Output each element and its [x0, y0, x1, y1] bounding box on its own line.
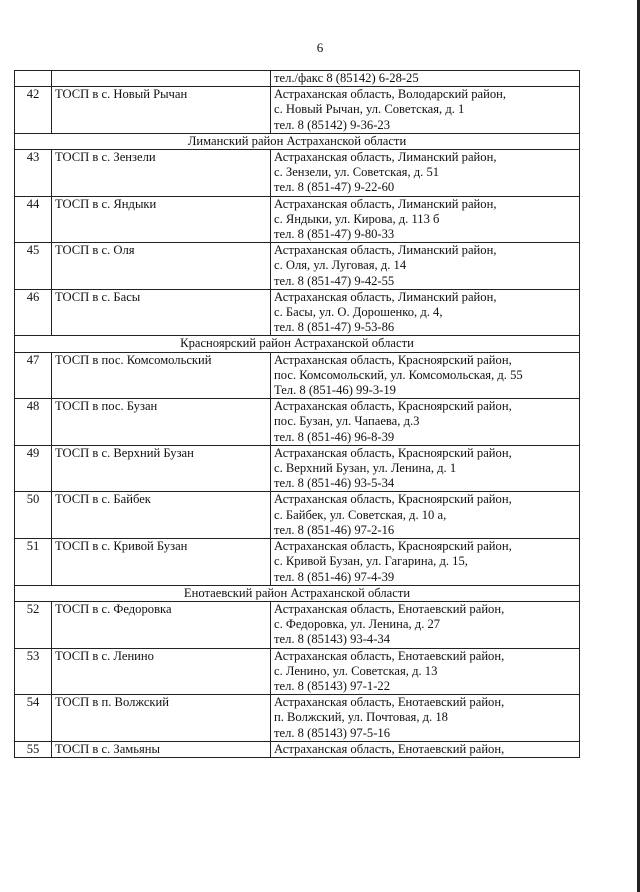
row-number-cell: 50 [15, 492, 52, 539]
phone-line: тел. 8 (851-46) 97-4-39 [274, 569, 395, 584]
address-line: с. Байбек, ул. Советская, д. 10 а, [274, 507, 447, 522]
address-line: п. Волжский, ул. Почтовая, д. 18 [274, 710, 448, 725]
table-row [15, 741, 580, 757]
district-header-row [15, 585, 580, 601]
address-line: Астраханская область, Красноярский район, [274, 352, 512, 367]
address-line: Астраханская область, Лиманский район, [274, 243, 497, 258]
office-name-cell: ТОСП в с. Зензели [52, 150, 271, 197]
table-row [15, 289, 580, 336]
phone-line: тел. 8 (851-47) 9-80-33 [274, 227, 395, 242]
table-row-continuation [15, 71, 580, 87]
office-name-cell: ТОСП в с. Верхний Бузан [52, 445, 271, 492]
table-row [15, 352, 580, 399]
address-cell [271, 492, 580, 539]
address-line: с. Яндыки, ул. Кирова, д. 113 б [274, 211, 440, 226]
phone-line: тел. 8 (851-46) 93-5-34 [274, 476, 395, 491]
phone-line: тел. 8 (851-46) 96-8-39 [274, 429, 395, 444]
address-cell [271, 352, 580, 399]
table-row [15, 445, 580, 492]
table-row [15, 243, 580, 290]
office-registry-table [14, 70, 580, 758]
address-line: с. Оля, ул. Луговая, д. 14 [274, 258, 407, 273]
address-line: пос. Бузан, ул. Чапаева, д.3 [274, 414, 420, 429]
address-cell [271, 150, 580, 197]
table-row [15, 695, 580, 742]
office-name-cell: ТОСП в с. Кривой Бузан [52, 539, 271, 586]
district-heading: Красноярский район Астраханской области [15, 336, 580, 352]
row-number-cell: 44 [15, 196, 52, 243]
row-number-cell: 42 [15, 87, 52, 134]
table-row [15, 196, 580, 243]
table-row [15, 399, 580, 446]
district-heading: Лиманский район Астраханской области [15, 133, 580, 149]
address-cell [271, 399, 580, 446]
address-cell [271, 695, 580, 742]
office-name-cell: ТОСП в пос. Комсомольский [52, 352, 271, 399]
address-cell [271, 289, 580, 336]
table-row [15, 87, 580, 134]
row-number-cell: 46 [15, 289, 52, 336]
row-number-cell: 48 [15, 399, 52, 446]
page-number: 6 [316, 40, 324, 55]
row-number-cell [15, 71, 52, 87]
address-cell [271, 601, 580, 648]
address-cell [271, 243, 580, 290]
address-cell [271, 71, 580, 87]
address-line: пос. Комсомольский, ул. Комсомольская, д. 55 [274, 367, 523, 382]
office-name-cell: ТОСП в с. Федоровка [52, 601, 271, 648]
address-line: с. Зензели, ул. Советская, д. 51 [274, 165, 440, 180]
phone-line: тел. 8 (85142) 9-36-23 [274, 117, 391, 132]
office-name-cell [52, 71, 271, 87]
address-line: Астраханская область, Красноярский район, [274, 539, 512, 554]
row-number-cell: 43 [15, 150, 52, 197]
address-cell [271, 648, 580, 695]
phone-line: тел. 8 (851-47) 9-22-60 [274, 180, 395, 195]
table-row [15, 601, 580, 648]
address-line: Астраханская область, Красноярский район, [274, 492, 512, 507]
row-number-cell: 54 [15, 695, 52, 742]
address-line: с. Верхний Бузан, ул. Ленина, д. 1 [274, 461, 457, 476]
office-name-cell: ТОСП в с. Замьяны [52, 741, 271, 757]
address-line: Астраханская область, Лиманский район, [274, 150, 497, 165]
address-cell [271, 539, 580, 586]
office-name-cell: ТОСП в с. Байбек [52, 492, 271, 539]
address-line: с. Новый Рычан, ул. Советская, д. 1 [274, 102, 465, 117]
address-cell [271, 196, 580, 243]
row-number-cell: 47 [15, 352, 52, 399]
office-name-cell: ТОСП в с. Ленино [52, 648, 271, 695]
table-body [15, 71, 580, 758]
address-cell [271, 87, 580, 134]
row-number-cell: 53 [15, 648, 52, 695]
office-name-cell: ТОСП в пос. Бузан [52, 399, 271, 446]
phone-line: тел. 8 (85143) 93-4-34 [274, 632, 391, 647]
row-number-cell: 55 [15, 741, 52, 757]
address-cell [271, 741, 580, 757]
district-header-row [15, 133, 580, 149]
address-line: с. Федоровка, ул. Ленина, д. 27 [274, 617, 441, 632]
table-row [15, 539, 580, 586]
district-heading: Енотаевский район Астраханской области [15, 585, 580, 601]
address-line: Астраханская область, Красноярский район, [274, 399, 512, 414]
district-header-row [15, 336, 580, 352]
address-line: Астраханская область, Лиманский район, [274, 196, 497, 211]
phone-line: тел. 8 (85143) 97-5-16 [274, 725, 391, 740]
row-number-cell: 52 [15, 601, 52, 648]
phone-line: тел./факс 8 (85142) 6-28-25 [274, 71, 419, 85]
address-cell [271, 445, 580, 492]
office-name-cell: ТОСП в с. Оля [52, 243, 271, 290]
phone-line: тел. 8 (851-46) 97-2-16 [274, 522, 395, 537]
phone-line: тел. 8 (85143) 97-1-22 [274, 678, 391, 693]
address-line: Астраханская область, Енотаевский район, [274, 695, 505, 710]
address-line: Астраханская область, Енотаевский район, [274, 601, 505, 616]
address-line: с. Ленино, ул. Советская, д. 13 [274, 663, 438, 678]
address-line: Астраханская область, Лиманский район, [274, 289, 497, 304]
row-number-cell: 51 [15, 539, 52, 586]
address-line: Астраханская область, Володарский район, [274, 87, 507, 102]
phone-line: тел. 8 (851-47) 9-53-86 [274, 320, 395, 335]
phone-line: тел. 8 (851-47) 9-42-55 [274, 273, 395, 288]
row-number-cell: 49 [15, 445, 52, 492]
address-line: с. Басы, ул. О. Дорошенко, д. 4, [274, 305, 443, 320]
address-line: Астраханская область, Красноярский район, [274, 445, 512, 460]
address-line: Астраханская область, Енотаевский район, [274, 741, 505, 756]
address-line: с. Кривой Бузан, ул. Гагарина, д. 15, [274, 554, 468, 569]
row-number-cell: 45 [15, 243, 52, 290]
table-row [15, 492, 580, 539]
address-line: Астраханская область, Енотаевский район, [274, 648, 505, 663]
phone-line: Тел. 8 (851-46) 99-3-19 [274, 383, 396, 398]
table-row [15, 150, 580, 197]
table-row [15, 648, 580, 695]
office-name-cell: ТОСП в с. Яндыки [52, 196, 271, 243]
office-name-cell: ТОСП в п. Волжский [52, 695, 271, 742]
office-name-cell: ТОСП в с. Новый Рычан [52, 87, 271, 134]
office-name-cell: ТОСП в с. Басы [52, 289, 271, 336]
